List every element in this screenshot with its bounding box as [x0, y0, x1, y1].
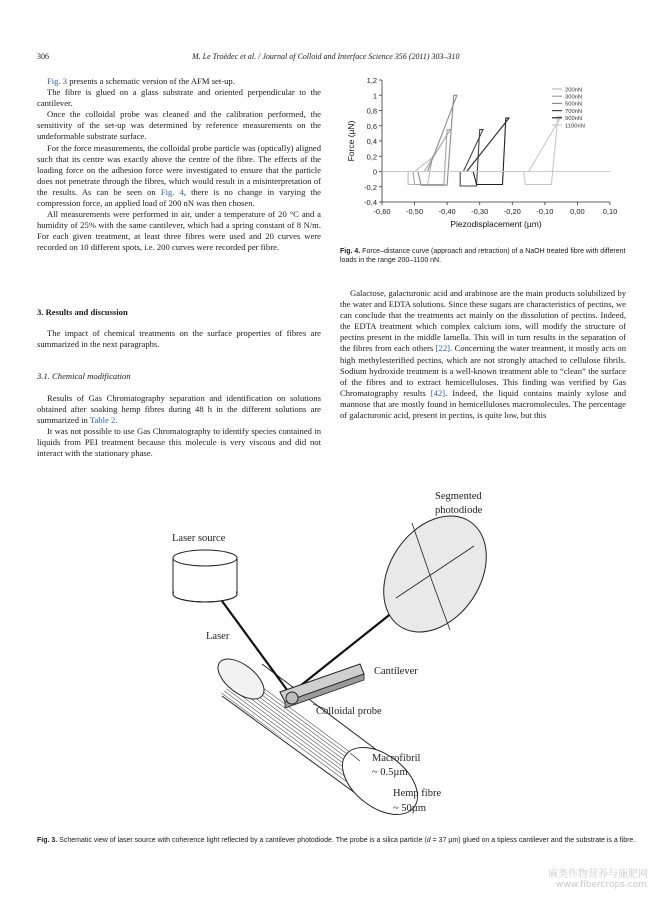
segmented-photodiode [362, 497, 507, 652]
right-column [340, 288, 626, 421]
paragraph: Once the colloidal probe was cleaned and the calibration performed, the sensitivity of the set-up was determined by reference measurements on the undeformable substrate surface. [37, 109, 321, 142]
fig3-schematic [150, 478, 510, 823]
colloidal-probe [286, 692, 298, 704]
x-tick-label: -0,20 [503, 207, 521, 216]
section-title: 3. Results and discussion [37, 307, 128, 317]
label-laser-source: Laser source [172, 533, 226, 544]
y-tick-label: -0,4 [364, 198, 377, 207]
watermark-line2: www.fibercrops.com [556, 880, 647, 890]
label-hemp-fibre-size: ~ 50µm [393, 803, 427, 814]
y-tick-label: 0,8 [366, 106, 377, 116]
y-tick-label: 0,6 [366, 121, 377, 131]
x-tick-label: 0,00 [570, 207, 585, 216]
series-line-1100nN [382, 117, 561, 185]
x-tick-label: 0,10 [602, 207, 618, 216]
paragraph: Results of Gas Chromatography separation and identification on solutions obtained after soaking hemp fibres during 48 h in the different solutions are summarized in Table 2. [37, 393, 321, 426]
subsection-title: 3.1. Chemical modification [37, 371, 131, 381]
left-column-lower [37, 328, 321, 350]
legend-label: 900nN [565, 116, 583, 123]
laser-source [173, 550, 237, 602]
x-axis-label: Piezodisplacement (µm) [450, 219, 542, 229]
legend-label: 700nN [565, 108, 583, 115]
fig4-chart [340, 70, 635, 238]
y-tick-label: 0,2 [366, 152, 377, 162]
paragraph: All measurements were performed in air, under a temperature of 20 °C and a humidity of 25% with the same cantilever, which had a spring constant of 8 N/m. For each given treatment, at least three fibres were used and 20 curves were recorded on 10 different spots, i.e. 200 curves were recorded per fibre. [37, 209, 321, 253]
journal-running-head: M. Le Troëdec et al. / Journal of Colloid and Interface Science 356 (2011) 303–310 [192, 52, 460, 61]
y-tick-label: 1,2 [366, 76, 377, 85]
fig4-caption: Fig. 4. Force–distance curve (approach and retraction) of a NaOH treated fibre with different loads in the range 200–1100 nN. [340, 248, 626, 265]
label-macrofibril: Macrofibril [372, 753, 421, 764]
left-column-bottom [37, 393, 321, 460]
y-axis-label: Force (µN) [346, 120, 356, 162]
y-tick-label: 0 [372, 167, 377, 177]
legend-label: 1100nN [565, 123, 585, 130]
paragraph: For the force measurements, the colloidal probe particle was (optically) aligned such that its centre was exactly above the centre of the fibre. The effects of the loading force on the adhesion force were investigated to ensure that the particle does not penetrate through the fibres, which would result in a misinterpretation of the results. As can be seen on Fig. 4, there is no change in varying the compression force, an applied load of 200 nN was then chosen. [37, 142, 321, 209]
paragraph: The fibre is glued on a glass substrate and oriented perpendicular to the cantilever. [37, 87, 321, 109]
x-tick-label: -0,60 [373, 207, 391, 216]
legend-label: 300nN [565, 94, 583, 101]
paragraph: Galactose, galacturonic acid and arabinose are the main products solubilized by the water and EDTA solutions. Since these sugars are characteristics of pectins, we can conclude that the treatments act mainly on the dissolution of pectins. Indeed, the EDTA treatment which complex calcium ions, will modify the structure of pectins present in the middle lamella. This will in turn results in the separation of the fibres from each others [22]. Concerning the water treatment, it mostly acts on high methylesterified pectins, which are not strongly attached to cellulose fibrils. Sodium hydroxide treatment is a well-known treatment able to “clean” the surface of the fibres and to extract hemicelluloses. This finding was verified by Gas Chromatography results [42]. Indeed, the liquid contains mainly xylose and mannose that are mostly found in hemicelluloses macromolecules. The percentage of galacturonic acid, present in pectins, is quite low, but this [340, 288, 626, 421]
label-segmented: Segmented [435, 491, 482, 502]
chart-series-group [382, 95, 561, 186]
legend-label: 200nN [565, 87, 583, 94]
table2-link[interactable]: Table 2 [89, 415, 116, 426]
label-macrofibril-size: ~ 0.5µm [372, 767, 408, 778]
y-tick-label: 1 [372, 91, 377, 101]
y-tick-label: 0,4 [366, 137, 377, 146]
label-cantilever: Cantilever [374, 666, 418, 677]
x-tick-label: -0,40 [438, 207, 456, 216]
left-column [37, 76, 321, 254]
watermark-line1: 麻类作物营养与施肥网 [548, 869, 648, 880]
ref-22-link[interactable]: [22] [435, 343, 450, 354]
ref-42-link[interactable]: [42] [430, 387, 446, 398]
paragraph: The impact of chemical treatments on the surface properties of fibres are summarized in the next paragraphs. [37, 328, 321, 350]
label-photodiode: photodiode [435, 505, 483, 516]
fig3-caption: Fig. 3. Schematic view of laser source with coherence light reflected by a cantilever photodiode. The probe is a silica particle (d = 37 µm) glued on a tipless cantilever and the substrate is a fibre. [37, 837, 636, 844]
label-hemp-fibre: Hemp fibre [393, 788, 442, 799]
x-tick-label: -0,10 [536, 207, 554, 216]
y-tick-label: -0,2 [364, 182, 377, 192]
x-tick-label: -0,50 [406, 207, 424, 216]
label-laser: Laser [206, 631, 230, 642]
paragraph: Fig. 3 presents a schematic version of the AFM set-up. [47, 76, 235, 86]
legend-label: 500nN [565, 101, 583, 108]
x-tick-label: -0,30 [471, 207, 489, 216]
series-line-200nN [382, 156, 434, 184]
fig3-link[interactable]: Fig. 3 [47, 76, 68, 86]
fig4-link[interactable]: Fig. 4 [160, 186, 184, 197]
label-colloidal-probe: Colloidal probe [316, 706, 382, 717]
paragraph: It was not possible to use Gas Chromatography to identify species contained in liquids from PEI treatment because this molecule is very viscous and did not interact with the stationary phase. [37, 426, 321, 459]
page-number: 306 [37, 52, 49, 61]
